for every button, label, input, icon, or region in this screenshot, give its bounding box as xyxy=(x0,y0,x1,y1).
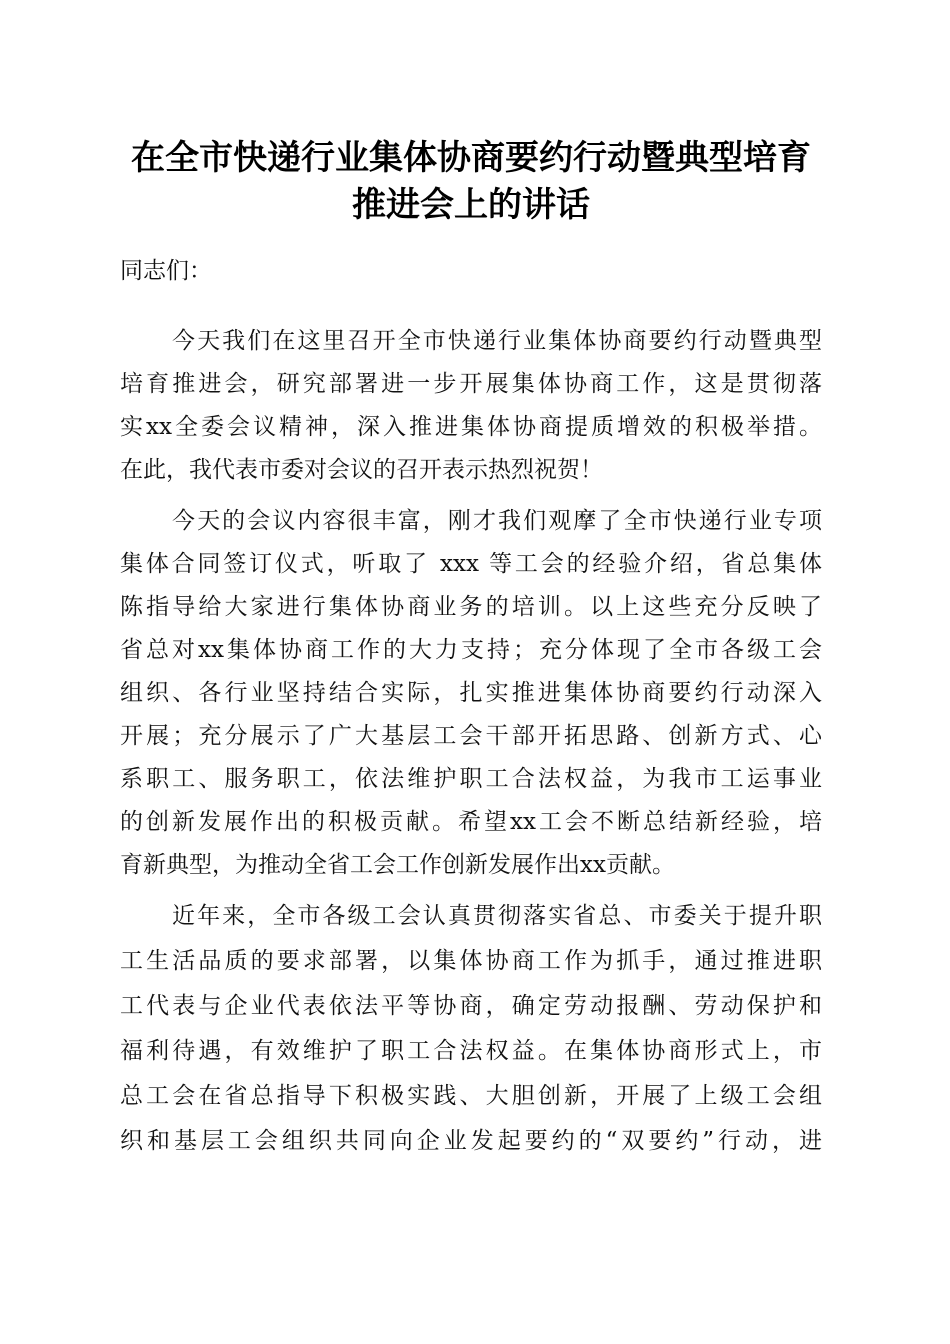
paragraph-2-line: 集体合同签订仪式，听取了 xxx 等工会的经验介绍，省总集体 xyxy=(120,551,822,577)
paragraph-2-line: 开展；充分展示了广大基层工会干部开拓思路、创新方式、心 xyxy=(120,723,822,749)
paragraph-3-line: 工代表与企业代表依法平等协商，确定劳动报酬、劳动保护和 xyxy=(120,993,822,1019)
salutation: 同志们： xyxy=(120,258,212,284)
paragraph-2-line: 省总对xx集体协商工作的大力支持；充分体现了全市各级工会 xyxy=(120,637,822,663)
paragraph-1-line: 在此，我代表市委对会议的召开表示热烈祝贺！ xyxy=(120,457,603,483)
paragraph-1-line: 培育推进会，研究部署进一步开展集体协商工作，这是贯彻落 xyxy=(120,371,822,397)
paragraph-1-line: 今天我们在这里召开全市快递行业集体协商要约行动暨典型 xyxy=(172,328,822,354)
title-line-2: 推进会上的讲话 xyxy=(352,185,590,225)
paragraph-3-line: 工生活品质的要求部署，以集体协商工作为抓手，通过推进职 xyxy=(120,948,822,974)
paragraph-3-line: 总工会在省总指导下积极实践、大胆创新，开展了上级工会组 xyxy=(120,1083,822,1109)
paragraph-1-line: 实xx全委会议精神，深入推进集体协商提质增效的积极举措。 xyxy=(120,414,822,440)
paragraph-2-line: 今天的会议内容很丰富，刚才我们观摩了全市快递行业专项 xyxy=(172,508,822,534)
paragraph-2-line: 育新典型，为推动全省工会工作创新发展作出xx贡献。 xyxy=(120,852,675,878)
paragraph-3-line: 福利待遇，有效维护了职工合法权益。在集体协商形式上，市 xyxy=(120,1038,822,1064)
paragraph-2-line: 的创新发展作出的积极贡献。希望xx工会不断总结新经验，培 xyxy=(120,809,822,835)
title-line-1: 在全市快递行业集体协商要约行动暨典型培育 xyxy=(131,138,811,178)
paragraph-2-line: 系职工、服务职工，依法维护职工合法权益，为我市工运事业 xyxy=(120,766,822,792)
paragraph-2-line: 组织、各行业坚持结合实际，扎实推进集体协商要约行动深入 xyxy=(120,680,822,706)
paragraph-3-line: 织和基层工会组织共同向企业发起要约的“双要约”行动，进 xyxy=(120,1128,822,1154)
paragraph-3-line: 近年来，全市各级工会认真贯彻落实省总、市委关于提升职 xyxy=(172,903,822,929)
paragraph-2-line: 陈指导给大家进行集体协商业务的培训。以上这些充分反映了 xyxy=(120,594,822,620)
